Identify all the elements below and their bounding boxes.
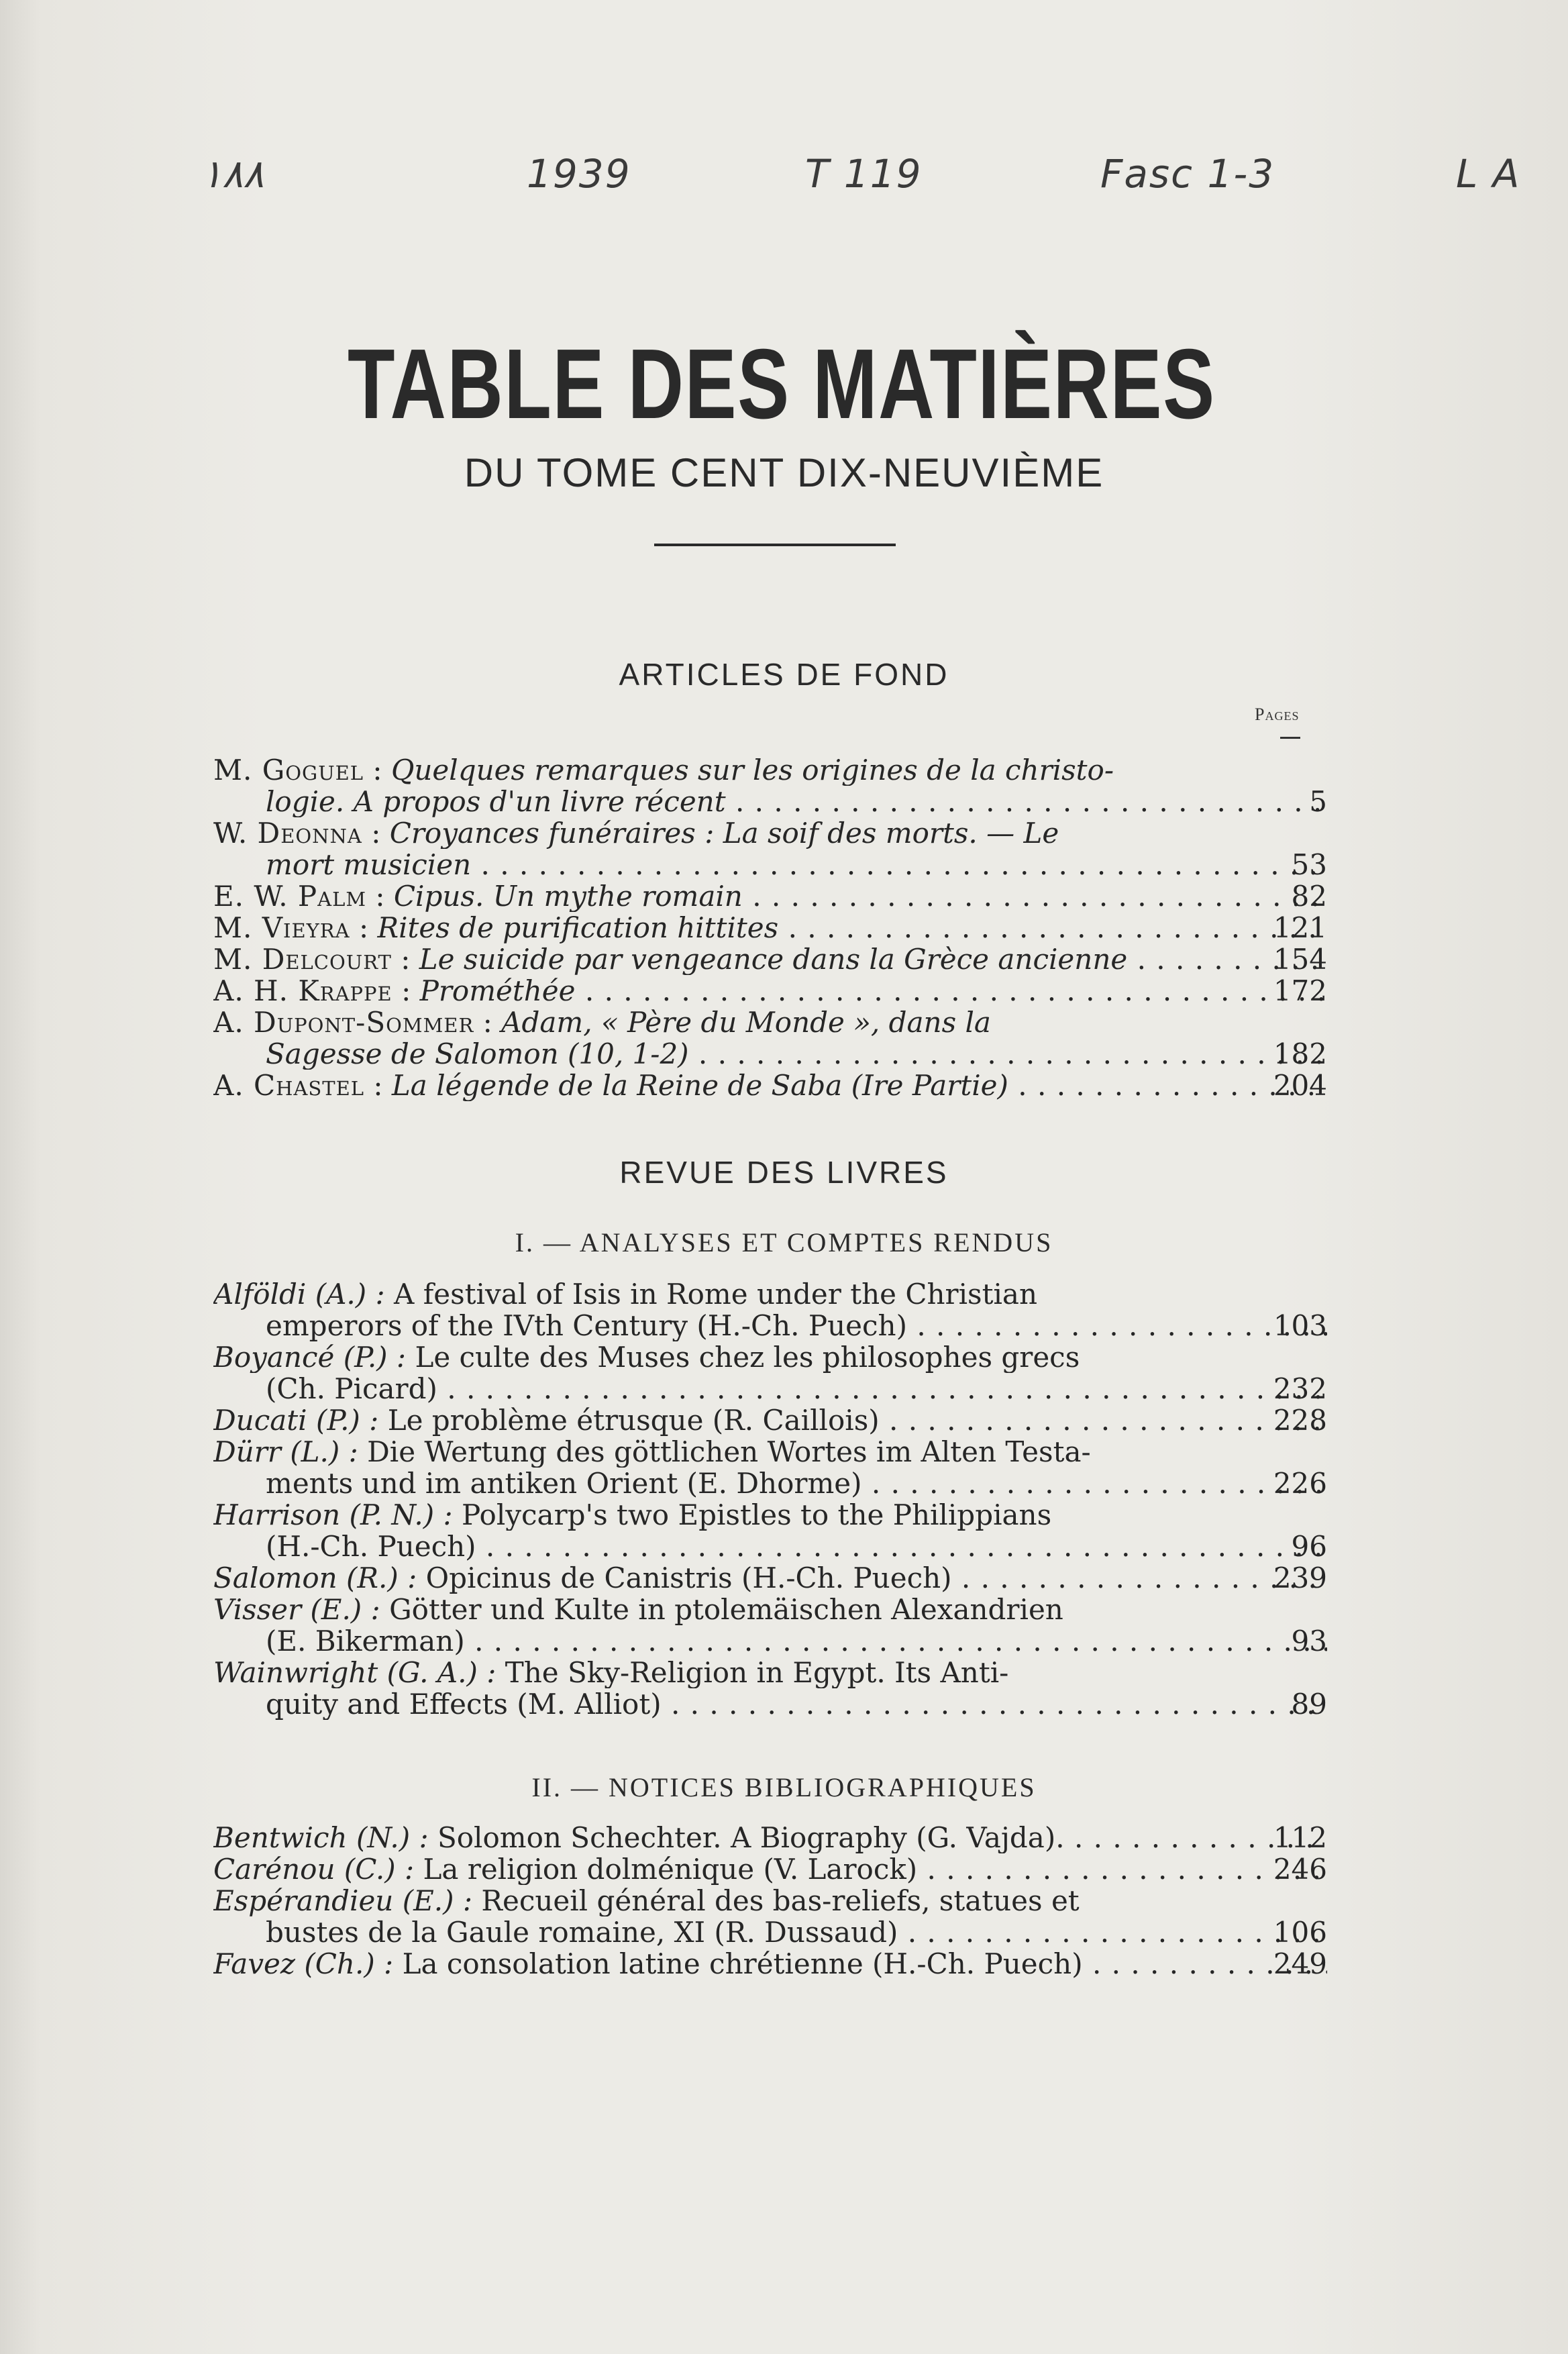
entry-line — [213, 849, 1327, 880]
entry-line — [213, 912, 1327, 943]
review-entry — [213, 1822, 1327, 1853]
entry-title: Prométhée — [419, 975, 576, 1007]
entry-line — [213, 1657, 1327, 1688]
entry-page-number: 172 — [1273, 974, 1327, 1007]
entry-page-number: 106 — [1273, 1916, 1327, 1949]
review-entry — [213, 1885, 1327, 1948]
analyses-list — [213, 1278, 1327, 1720]
entry-line — [213, 1853, 1327, 1885]
entry-line — [213, 1038, 1327, 1070]
entry-author: Alföldi (A.) : — [213, 1278, 385, 1310]
entry-separator: : — [350, 912, 378, 943]
entry-author: E. W. Palm — [213, 880, 367, 912]
entry-author: A. Dupont-Sommer — [213, 1007, 474, 1038]
entry-separator: : — [364, 754, 391, 786]
entry-title: Le suicide par vengeance dans la Grèce ancienne — [419, 943, 1128, 975]
entry-author: Carénou (C.) : — [213, 1853, 415, 1885]
article-entry — [213, 1007, 1327, 1070]
entry-title: Die Wertung des göttlichen Wortes im Alten Testa- — [367, 1436, 1091, 1468]
section-revue-heading: REVUE DES LIVRES — [619, 1155, 949, 1190]
entry-line — [213, 1341, 1327, 1373]
entry-author: Salomon (R.) : — [213, 1562, 417, 1594]
article-entry — [213, 943, 1327, 975]
entry-title: bustes de la Gaule romaine, XI (R. Dussaud) — [266, 1916, 898, 1948]
article-entry — [213, 1070, 1327, 1101]
pages-column-label: Pages — [1255, 705, 1300, 724]
entry-page-number: 96 — [1291, 1530, 1327, 1563]
entry-author: Espérandieu (E.) : — [213, 1885, 472, 1916]
article-entry — [213, 912, 1327, 943]
entry-page-number: 5 — [1309, 785, 1327, 818]
entry-line — [213, 1594, 1327, 1625]
entry-title: Cipus. Un mythe romain — [393, 880, 743, 912]
review-entry — [213, 1499, 1327, 1562]
entry-author: Dürr (L.) : — [213, 1436, 358, 1468]
entry-title: ments und im antiken Orient (E. Dhorme) — [266, 1468, 862, 1499]
entry-title: quity and Effects (M. Alliot) — [266, 1688, 662, 1720]
entry-page-number: 93 — [1291, 1625, 1327, 1657]
entry-title: The Sky-Religion in Egypt. Its Anti- — [505, 1657, 1009, 1688]
entry-title: (E. Bikerman) — [266, 1625, 465, 1657]
entry-title: Quelques remarques sur les origines de la christo- — [390, 754, 1114, 786]
entry-title: Opicinus de Canistris (H.-Ch. Puech) — [425, 1562, 952, 1594]
entry-title: Solomon Schechter. A Biography (G. Vajda). — [437, 1822, 1065, 1853]
entry-line — [213, 1373, 1327, 1404]
entry-line — [213, 1885, 1327, 1916]
notices-list — [213, 1822, 1327, 1980]
page-title: TABLE DES MATIÈRES — [348, 329, 1216, 440]
entry-page-number: 182 — [1273, 1037, 1327, 1070]
entry-author: Bentwich (N.) : — [213, 1822, 429, 1853]
entry-line — [213, 817, 1327, 849]
entry-separator: : — [364, 1070, 392, 1101]
entry-line — [213, 786, 1327, 817]
section-articles-heading: ARTICLES DE FOND — [619, 657, 949, 692]
entry-line — [213, 754, 1327, 786]
handwritten-annotation-2: 1939 — [527, 151, 631, 197]
entry-author: Visser (E.) : — [213, 1594, 380, 1625]
entry-title: (Ch. Picard) — [266, 1373, 437, 1404]
entry-author: W. Deonna — [213, 817, 362, 849]
section-analyses-heading: I. — ANALYSES ET COMPTES RENDUS — [515, 1227, 1053, 1258]
pages-label-dash — [1280, 737, 1300, 739]
entry-line — [213, 1625, 1327, 1657]
review-entry — [213, 1594, 1327, 1657]
entry-page-number: 89 — [1291, 1688, 1327, 1721]
entry-line — [213, 1531, 1327, 1562]
entry-page-number: 121 — [1273, 911, 1327, 944]
entry-line — [213, 1562, 1327, 1594]
entry-line — [213, 975, 1327, 1007]
entry-page-number: 232 — [1273, 1372, 1327, 1405]
entry-author: M. Goguel — [213, 754, 364, 786]
entry-page-number: 154 — [1273, 943, 1327, 976]
entry-separator: : — [366, 880, 394, 912]
entry-author: A. Chastel — [213, 1070, 365, 1101]
entry-line — [213, 1948, 1327, 1980]
review-entry — [213, 1853, 1327, 1885]
entry-title: La légende de la Reine de Saba (Ire Partie) — [391, 1070, 1008, 1101]
review-entry — [213, 1278, 1327, 1341]
entry-line — [213, 1404, 1327, 1436]
entry-page-number: 204 — [1273, 1069, 1327, 1102]
review-entry — [213, 1436, 1327, 1499]
entry-page-number: 239 — [1273, 1562, 1327, 1594]
entry-line — [213, 1007, 1327, 1038]
entry-title: Croyances funéraires : La soif des morts. — Le — [389, 817, 1059, 849]
entry-line — [213, 1916, 1327, 1948]
entry-author: Ducati (P.) : — [213, 1404, 379, 1436]
entry-line — [213, 1436, 1327, 1468]
entry-title: Götter und Kulte in ptolemäischen Alexandrien — [389, 1594, 1063, 1625]
entry-line — [213, 1822, 1327, 1853]
entry-author: M. Delcourt — [213, 943, 392, 975]
entry-page-number: 246 — [1273, 1853, 1327, 1886]
articles-list — [213, 754, 1327, 1101]
entry-line — [213, 943, 1327, 975]
entry-author: A. H. Krappe — [213, 975, 393, 1007]
entry-title: (H.-Ch. Puech) — [266, 1531, 476, 1562]
entry-line — [213, 1468, 1327, 1499]
entry-separator: : — [392, 975, 420, 1007]
entry-page-number: 53 — [1291, 848, 1327, 881]
entry-title: Le culte des Muses chez les philosophes grecs — [415, 1341, 1080, 1373]
review-entry — [213, 1404, 1327, 1436]
entry-author: Wainwright (G. A.) : — [213, 1657, 496, 1688]
entry-title: emperors of the IVth Century (H.-Ch. Puech) — [266, 1310, 907, 1341]
entry-title: La religion dolménique (V. Larock) — [423, 1853, 918, 1885]
entry-page-number: 82 — [1291, 880, 1327, 913]
entry-title: Rites de purification hittites — [377, 912, 779, 943]
handwritten-annotation-4: Fasc 1-3 — [1100, 151, 1275, 197]
entry-title: A festival of Isis in Rome under the Christian — [394, 1278, 1038, 1310]
entry-line — [213, 880, 1327, 912]
entry-title: Adam, « Père du Monde », dans la — [501, 1007, 991, 1038]
entry-line — [213, 1499, 1327, 1531]
entry-separator: : — [391, 943, 419, 975]
review-entry — [213, 1341, 1327, 1404]
entry-author: Favez (Ch.) : — [213, 1948, 394, 1980]
entry-line — [213, 1070, 1327, 1101]
entry-title: mort musicien — [266, 849, 472, 880]
article-entry — [213, 975, 1327, 1007]
entry-title: Recueil général des bas-reliefs, statues et — [481, 1885, 1080, 1916]
entry-page-number: 249 — [1273, 1947, 1327, 1980]
entry-separator: : — [474, 1007, 502, 1038]
section-notices-heading: II. — NOTICES BIBLIOGRAPHIQUES — [531, 1772, 1037, 1802]
review-entry — [213, 1948, 1327, 1980]
article-entry — [213, 880, 1327, 912]
article-entry — [213, 754, 1327, 817]
handwritten-annotation-3: T 119 — [805, 151, 923, 197]
review-entry — [213, 1657, 1327, 1720]
entry-author: M. Vieyra — [213, 912, 350, 943]
page-subtitle: DU TOME CENT DIX-NEUVIÈME — [464, 450, 1104, 495]
entry-line — [213, 1688, 1327, 1720]
title-divider — [654, 544, 896, 546]
handwritten-annotation-5: L A — [1456, 151, 1521, 197]
entry-page-number: 112 — [1273, 1821, 1327, 1854]
entry-page-number: 226 — [1273, 1467, 1327, 1500]
handwritten-annotation-1: ١٨٨ — [201, 151, 264, 197]
entry-line — [213, 1310, 1327, 1341]
entry-page-number: 228 — [1273, 1404, 1327, 1437]
entry-title: logie. A propos d'un livre récent — [266, 786, 726, 817]
entry-author: Harrison (P. N.) : — [213, 1499, 453, 1531]
entry-title: Le problème étrusque (R. Caillois) — [387, 1404, 880, 1436]
entry-author: Boyancé (P.) : — [213, 1341, 407, 1373]
article-entry — [213, 817, 1327, 880]
entry-line — [213, 1278, 1327, 1310]
entry-title: Polycarp's two Epistles to the Philippians — [462, 1499, 1052, 1531]
entry-title: Sagesse de Salomon (10, 1-2) — [266, 1038, 689, 1070]
review-entry — [213, 1562, 1327, 1594]
entry-separator: : — [362, 817, 390, 849]
entry-page-number: 103 — [1273, 1309, 1327, 1342]
entry-title: La consolation latine chrétienne (H.-Ch. Puech) — [402, 1948, 1083, 1980]
